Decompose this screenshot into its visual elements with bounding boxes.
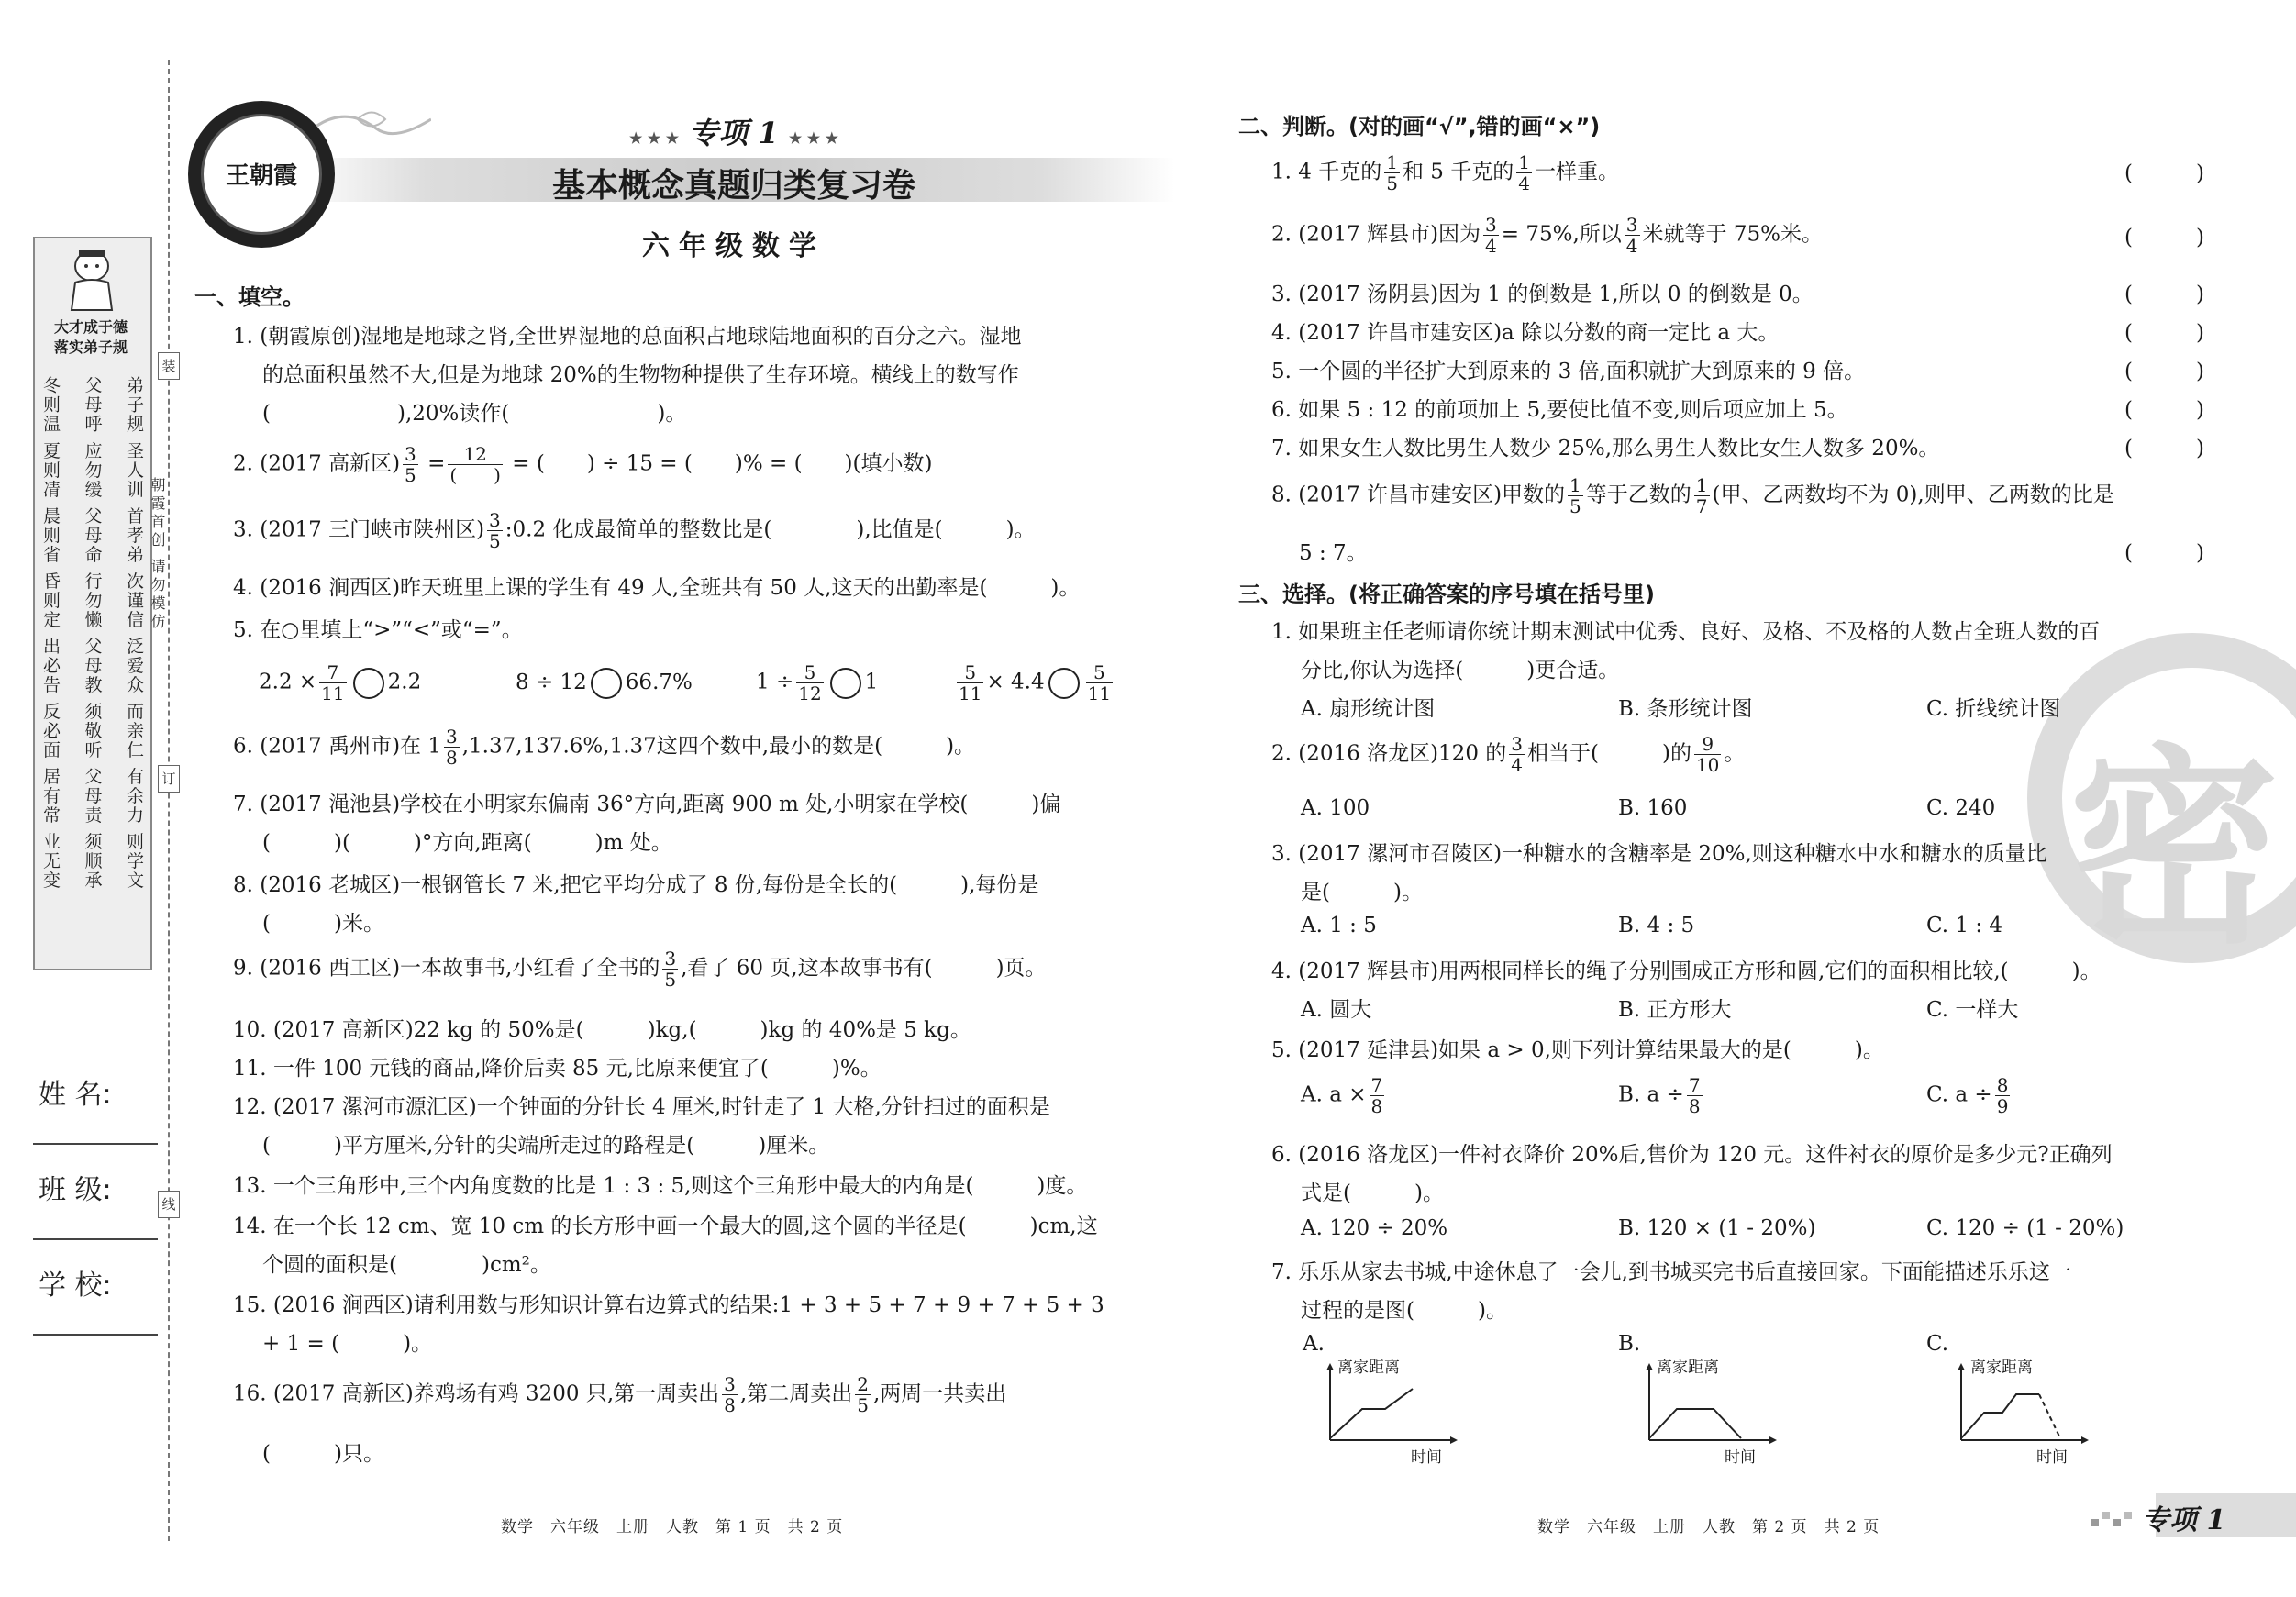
choice-q5-opt-a-num: 7 — [1370, 1074, 1383, 1096]
choice-q2-opt-c[interactable]: C. 240 — [1926, 796, 1996, 820]
q6 — [233, 726, 975, 768]
stars-left: ★ ★ ★ — [628, 129, 680, 147]
judge-q7-answer[interactable]: ( ) — [2124, 437, 2204, 460]
corner-tag: 专项 1 — [2142, 1504, 2226, 1536]
q5-item-c — [756, 662, 878, 704]
choice-q5-opt-a-label: A. a × — [1301, 1082, 1367, 1107]
graph-c-return-dashed — [2039, 1394, 2060, 1438]
graph-b-x-arrow — [1769, 1436, 1777, 1444]
side-note: 朝霞首创 请勿模仿 — [149, 477, 166, 633]
graph-b-line — [1649, 1409, 1741, 1438]
choice-q4-opt-a[interactable]: A. 圆大 — [1301, 998, 1372, 1022]
q15-line-2: + 1 = ( )。 — [262, 1332, 433, 1356]
cut-mark-2: 订 — [158, 765, 180, 793]
section-heading-fill: 一、填空。 — [194, 284, 305, 310]
q12-line-2: ( )平方厘米,分针的尖端所走过的路程是( )厘米。 — [262, 1134, 830, 1158]
motto-column-1: 弟子规 圣人训 首孝弟 次谨信 泛爱众 而亲仁 有余力 则学文 — [124, 376, 144, 891]
graph-a-line — [1330, 1389, 1413, 1438]
judge-q1-c: 一样重。 — [1534, 160, 1619, 184]
choice-q3-opt-a[interactable]: A. 1 : 5 — [1301, 914, 1377, 937]
judge-q7: 7. 如果女生人数比男生人数少 25%,那么男生人数比女生人数多 20%。 — [1271, 437, 1940, 460]
cut-mark-1: 装 — [158, 352, 180, 380]
q5d-frac-2-num: 5 — [1086, 662, 1113, 683]
graph-c-ylabel: 离家距离 — [1970, 1359, 2033, 1377]
choice-q5-opt-c-frac — [1995, 1075, 2011, 1116]
judge-q8 — [1271, 475, 2114, 516]
q5c-pre: 1 ÷ — [756, 670, 794, 694]
judge-q8-frac-2-num: 1 — [1695, 474, 1708, 496]
choice-q5-opt-c-den: 9 — [1996, 1095, 2009, 1117]
choice-q1-opt-a[interactable]: A. 扇形统计图 — [1301, 697, 1436, 721]
name-field[interactable] — [33, 1143, 158, 1145]
q9-suffix: ,看了 60 页,这本故事书有( )页。 — [681, 956, 1047, 981]
choice-q3-opt-c[interactable]: C. 1 : 4 — [1926, 914, 2003, 937]
judge-q8-frac-2 — [1694, 475, 1710, 516]
graph-c-label[interactable]: C. — [1926, 1332, 1949, 1356]
q5a-frac — [319, 662, 346, 704]
q5b-post: 66.7% — [625, 671, 693, 694]
q5-item-a — [259, 662, 421, 704]
judge-q1-frac-1 — [1384, 152, 1400, 194]
logo-text: 王朝霞 — [225, 162, 297, 190]
judge-q8-frac-1-den: 5 — [1569, 495, 1581, 517]
choice-q2-opt-b[interactable]: B. 160 — [1618, 796, 1688, 820]
choice-q7-line-2: 过程的是图( )。 — [1301, 1299, 1507, 1323]
q3-frac-den: 5 — [489, 530, 501, 552]
q5a-frac-den: 11 — [321, 682, 345, 704]
choice-q1-opt-c[interactable]: C. 折线统计图 — [1926, 697, 2061, 721]
q5d-frac-1-den: 11 — [959, 682, 982, 704]
q11: 11. 一件 100 元钱的商品,降价后卖 85 元,比原来便宜了( )%。 — [233, 1057, 882, 1081]
judge-q4: 4. (2017 许昌市建安区)a 除以分数的商一定比 a 大。 — [1271, 321, 1780, 345]
q5c-frac-den: 12 — [798, 682, 822, 704]
q5b-pre: 8 ÷ 12 — [516, 671, 587, 694]
q5c-compare-circle[interactable] — [830, 668, 861, 699]
q5a-frac-num: 7 — [319, 662, 346, 683]
judge-q2-frac-2-num: 3 — [1625, 214, 1638, 236]
graph-a-ylabel: 离家距离 — [1337, 1359, 1400, 1377]
choice-q5-opt-c[interactable] — [1926, 1075, 2013, 1116]
graph-c-line — [1961, 1394, 2039, 1438]
q9-prefix: 9. (2016 西工区)一本故事书,小红看了全书的 — [233, 956, 660, 981]
judge-q2 — [1271, 215, 1823, 256]
q16-prefix: 16. (2017 高新区)养鸡场有鸡 3200 只,第一周卖出 — [233, 1381, 720, 1406]
choice-q3-opt-b[interactable]: B. 4 : 5 — [1618, 914, 1695, 937]
judge-q8-frac-1 — [1568, 475, 1583, 516]
choice-q2-frac-1-num: 3 — [1511, 733, 1523, 755]
q2-prefix: 2. (2017 高新区) — [233, 451, 401, 476]
judge-q8-frac-2-den: 7 — [1695, 495, 1708, 517]
judge-q8-frac-1-num: 1 — [1569, 474, 1581, 496]
judge-q6: 6. 如果 5 : 12 的前项加上 5,要使比值不变,则后项应加上 5。 — [1271, 398, 1848, 422]
slogan-line-1: 大才成于德 — [53, 318, 128, 336]
graph-a-plot — [1321, 1358, 1459, 1449]
judge-q5-answer[interactable]: ( ) — [2124, 360, 2204, 383]
watermark-char: 密 — [2069, 727, 2280, 972]
choice-q6-opt-c[interactable]: C. 120 ÷ (1 - 20%) — [1926, 1216, 2124, 1240]
choice-q7-line-1: 7. 乐乐从家去书城,中途休息了一会儿,到书城买完书后直接回家。下面能描述乐乐这一 — [1271, 1260, 2071, 1284]
q5c-post: 1 — [864, 670, 879, 694]
graph-b-y-arrow — [1646, 1363, 1653, 1370]
q2-frac-1-num: 3 — [405, 443, 416, 465]
q9 — [233, 948, 1047, 990]
q7-line-1: 7. (2017 渑池县)学校在小明家东偏南 36°方向,距离 900 m 处,小明家在学校( )偏 — [233, 793, 1061, 816]
binding-dash-line — [168, 60, 170, 1541]
q2-frac-1-den: 5 — [405, 464, 416, 486]
graph-a-y-arrow — [1326, 1363, 1334, 1370]
q3-frac — [487, 510, 503, 551]
judge-q1-frac-2 — [1516, 152, 1532, 194]
name-label: 姓 名: — [39, 1079, 112, 1111]
stars-right: ★ ★ ★ — [788, 129, 839, 147]
q5b-compare-circle[interactable] — [591, 668, 622, 699]
choice-q5-opt-b-num: 7 — [1688, 1074, 1701, 1096]
q16-frac-2-num: 2 — [857, 1373, 869, 1395]
q13: 13. 一个三角形中,三个内角度数的比是 1 : 3 : 5,则这个三角形中最大的内角是( )度。 — [233, 1174, 1088, 1198]
choice-q5-opt-a-frac — [1370, 1075, 1385, 1116]
cut-mark-3: 线 — [158, 1191, 180, 1218]
q2-frac-2 — [448, 444, 503, 485]
choice-q3-line-1: 3. (2017 漯河市召陵区)一种糖水的含糖率是 20%,则这种糖水中水和糖水的质量比 — [1271, 842, 2047, 866]
q2-frac-2-num: 12 — [448, 444, 503, 465]
q16-frac-1 — [722, 1374, 738, 1415]
judge-q3-answer[interactable]: ( ) — [2124, 283, 2204, 306]
q10: 10. (2017 高新区)22 kg 的 50%是( )kg,( )kg 的 40%是 5 kg。 — [233, 1018, 971, 1042]
q9-frac-den: 5 — [664, 969, 677, 991]
school-label: 学 校: — [39, 1270, 112, 1302]
q14-line-2: 个圆的面积是( )cm²。 — [262, 1253, 551, 1277]
q7-line-2: ( )( )°方向,距离( )m 处。 — [262, 831, 672, 855]
choice-q3-line-2: 是( )。 — [1301, 881, 1423, 904]
q5d-mid: × 4.4 — [986, 670, 1045, 694]
page-title: 基本概念真题归类复习卷 — [551, 167, 915, 205]
judge-q8-a: 8. (2017 许昌市建安区)甲数的 — [1271, 482, 1566, 507]
q5d-frac-1 — [957, 662, 983, 704]
motto-column-2: 父母呼 应勿缓 父母命 行勿懒 父母教 须敬听 父母责 须顺承 — [82, 376, 103, 891]
corner-squares-icon — [2091, 1504, 2137, 1532]
choice-q2-c: 。 — [1724, 741, 1746, 766]
choice-q2 — [1271, 734, 1745, 775]
q2-frac-2-den: ( ) — [449, 464, 501, 486]
judge-q4-answer[interactable]: ( ) — [2124, 321, 2204, 345]
choice-q5-opt-b-den: 8 — [1688, 1095, 1701, 1117]
logo-inner — [201, 114, 322, 235]
slogan-line-2: 落实弟子规 — [53, 338, 128, 356]
q16-frac-1-den: 8 — [724, 1394, 736, 1416]
q5d-compare-circle[interactable] — [1048, 668, 1080, 699]
judge-q2-answer[interactable]: ( ) — [2124, 226, 2204, 250]
motto-columns — [40, 376, 143, 954]
q5a-compare-circle[interactable] — [353, 668, 384, 699]
judge-q2-frac-2-den: 4 — [1625, 235, 1638, 257]
choice-q2-opt-a[interactable]: A. 100 — [1301, 796, 1370, 820]
judge-q6-answer[interactable]: ( ) — [2124, 398, 2204, 422]
q3 — [233, 510, 1036, 551]
graph-c-xlabel: 时间 — [2036, 1448, 2068, 1467]
choice-q1-line-1: 1. 如果班主任老师请你统计期末测试中优秀、良好、及格、不及格的人数占全班人数的百 — [1271, 620, 2101, 644]
choice-q5-opt-c-num: 8 — [1996, 1074, 2009, 1096]
q16-line-1 — [233, 1374, 1006, 1415]
choice-q6-line-2: 式是( )。 — [1301, 1181, 1444, 1205]
judge-q2-frac-1 — [1483, 215, 1499, 256]
choice-q2-a: 2. (2016 洛龙区)120 的 — [1271, 741, 1507, 766]
q8-line-1: 8. (2016 老城区)一根钢管长 7 米,把它平均分成了 8 份,每份是全长的( ),每份是 — [233, 873, 1039, 897]
choice-q5-opt-b-label: B. a ÷ — [1618, 1082, 1684, 1107]
graph-b-label[interactable]: B. — [1618, 1332, 1641, 1356]
judge-q1-answer[interactable]: ( ) — [2124, 161, 2204, 185]
graph-c-plot — [1952, 1358, 2090, 1449]
q5d-frac-1-num: 5 — [957, 662, 983, 683]
q1-line-3: ( ),20%读作( )。 — [262, 402, 687, 426]
q5a-post: 2.2 — [387, 670, 422, 694]
judge-q2-b: = 75%,所以 — [1501, 222, 1622, 247]
q3-frac-num: 3 — [489, 509, 501, 531]
motto-column-3: 冬则温 夏则凊 晨则省 昏则定 出必告 反必面 居有常 业无变 — [40, 376, 61, 891]
q5d-frac-2 — [1086, 662, 1113, 704]
q6-frac-num: 3 — [446, 726, 458, 748]
judge-q1-frac-1-den: 5 — [1386, 172, 1398, 194]
logo-seal — [188, 101, 335, 248]
q5c-frac — [796, 662, 823, 704]
choice-q5-opt-a[interactable] — [1301, 1075, 1387, 1116]
q6-prefix: 6. (2017 禹州市)在 1 — [233, 734, 441, 759]
judge-q2-a: 2. (2017 辉县市)因为 — [1271, 222, 1481, 247]
choice-q4-opt-c[interactable]: C. 一样大 — [1926, 998, 2019, 1022]
q16-suffix: ,两周一共卖出 — [872, 1381, 1007, 1406]
class-field[interactable] — [33, 1238, 158, 1240]
judge-q2-c: 米就等于 75%米。 — [1642, 222, 1823, 247]
choice-q5-opt-b-frac — [1687, 1075, 1703, 1116]
judge-q1-frac-2-den: 4 — [1518, 172, 1530, 194]
q16-line-2: ( )只。 — [262, 1442, 384, 1466]
judge-q8-line-2: 5 : 7。 — [1299, 541, 1368, 565]
graph-a-xlabel: 时间 — [1411, 1448, 1442, 1467]
judge-q1 — [1271, 152, 1619, 194]
choice-q5: 5. (2017 延津县)如果 a > 0,则下列计算结果最大的是( )。 — [1271, 1038, 1884, 1062]
graph-c-y-arrow — [1958, 1363, 1965, 1370]
class-label: 班 级: — [39, 1174, 112, 1206]
choice-q2-frac-2-num: 9 — [1694, 734, 1721, 755]
q5d-frac-2-den: 11 — [1087, 682, 1112, 704]
q9-frac — [662, 948, 678, 990]
judge-q5: 5. 一个圆的半径扩大到原来的 3 倍,面积就扩大到原来的 9 倍。 — [1271, 360, 1866, 383]
choice-q2-frac-2-den: 10 — [1695, 754, 1720, 776]
q5-item-d — [954, 662, 1115, 704]
subject-title: 六年级数学 — [642, 230, 826, 262]
q2-suffix: = ( ) ÷ 15 = ( )% = ( )(填小数) — [512, 451, 933, 476]
choice-q6-line-1: 6. (2016 洛龙区)一件衬衣降价 20%后,售价为 120 元。这件衬衣的原价是多少元?正确列 — [1271, 1143, 2113, 1167]
q6-frac-den: 8 — [446, 747, 458, 769]
q5-item-b — [516, 668, 693, 699]
choice-q1-opt-b[interactable]: B. 条形统计图 — [1618, 697, 1753, 721]
choice-q2-frac-1-den: 4 — [1511, 754, 1523, 776]
graph-c-x-arrow — [2081, 1436, 2089, 1444]
judge-q8-answer[interactable]: ( ) — [2124, 541, 2204, 565]
q12-line-1: 12. (2017 漯河市源汇区)一个钟面的分针长 4 厘米,时针走了 1 大格,分针扫过的面积是 — [233, 1095, 1050, 1119]
q8-line-2: ( )米。 — [262, 912, 384, 936]
judge-q2-frac-1-num: 3 — [1485, 214, 1497, 236]
judge-q3: 3. (2017 汤阴县)因为 1 的倒数是 1,所以 0 的倒数是 0。 — [1271, 283, 1814, 306]
q3-prefix: 3. (2017 三门峡市陕州区) — [233, 517, 485, 542]
q2-frac-1 — [403, 444, 418, 485]
judge-q2-frac-2 — [1625, 215, 1640, 256]
q16-frac-2-den: 5 — [857, 1394, 869, 1416]
q16-frac-2 — [855, 1374, 871, 1415]
q15-line-1: 15. (2016 涧西区)请利用数与形知识计算右边算式的结果:1 + 3 + 5 + 7 + 9 + 7 + 5 + 3 — [233, 1293, 1104, 1317]
choice-q5-opt-a-den: 8 — [1370, 1095, 1383, 1117]
q1-line-1: 1. (朝霞原创)湿地是地球之肾,全世界湿地的总面积占地球陆地面积的百分之六。湿地 — [233, 325, 1022, 349]
choice-q5-opt-b[interactable] — [1618, 1075, 1705, 1116]
graph-b-ylabel: 离家距离 — [1657, 1359, 1719, 1377]
footer-right: 数学 六年级 上册 人教 第 2 页 共 2 页 — [1537, 1518, 1880, 1536]
q3-suffix: :0.2 化成最简单的整数比是( ),比值是( )。 — [505, 517, 1036, 542]
q2-eq: = — [427, 451, 446, 476]
choice-q4: 4. (2017 辉县市)用两根同样长的绳子分别围成正方形和圆,它们的面积相比较,( )。 — [1271, 959, 2102, 983]
q14-line-1: 14. 在一个长 12 cm、宽 10 cm 的长方形中画一个最大的圆,这个圆的半径是( )cm,这 — [233, 1214, 1098, 1238]
choice-q6-opt-b[interactable]: B. 120 × (1 - 20%) — [1618, 1216, 1816, 1240]
judge-q1-a: 1. 4 千克的 — [1271, 160, 1382, 184]
judge-q8-c: (甲、乙两数均不为 0),则甲、乙两数的比是 — [1712, 482, 2114, 507]
choice-q4-opt-b[interactable]: B. 正方形大 — [1618, 998, 1732, 1022]
graph-b-xlabel: 时间 — [1725, 1448, 1756, 1467]
graph-b-plot — [1640, 1358, 1778, 1449]
q4: 4. (2016 涧西区)昨天班里上课的学生有 49 人,全班共有 50 人,这天的出勤率是( )。 — [233, 576, 1081, 600]
q5: 5. 在○里填上“>”“<”或“=”。 — [233, 618, 523, 642]
judge-q1-frac-1-num: 1 — [1386, 151, 1398, 173]
series-title: 专项 1 — [689, 116, 779, 150]
q16-mid: ,第二周卖出 — [739, 1381, 853, 1406]
graph-a-x-arrow — [1450, 1436, 1458, 1444]
series-label — [624, 110, 844, 152]
footer-left: 数学 六年级 上册 人教 第 1 页 共 2 页 — [501, 1518, 844, 1536]
choice-q2-b: 相当于( )的 — [1527, 741, 1691, 766]
choice-q1-line-2: 分比,你认为选择( )更合适。 — [1301, 659, 1620, 682]
q16-frac-1-num: 3 — [724, 1373, 736, 1395]
judge-q1-frac-2-num: 1 — [1518, 151, 1530, 173]
q1-line-2: 的总面积虽然不大,但是为地球 20%的生物物种提供了生存环境。横线上的数写作 — [262, 363, 1019, 387]
q9-frac-num: 3 — [664, 948, 677, 970]
q5c-frac-num: 5 — [796, 662, 823, 683]
judge-q2-frac-1-den: 4 — [1485, 235, 1497, 257]
section-heading-judge: 二、判断。(对的画“√”,错的画“×”) — [1238, 114, 1601, 139]
section-heading-choice: 三、选择。(将正确答案的序号填在括号里) — [1238, 582, 1655, 607]
choice-q2-frac-1 — [1509, 734, 1525, 775]
judge-q1-b: 和 5 千克的 — [1402, 160, 1514, 184]
sidebar-slogan — [35, 317, 147, 358]
judge-q8-b: 等于乙数的 — [1585, 482, 1691, 507]
q5a-pre: 2.2 × — [259, 670, 317, 694]
q6-suffix: ,1.37,137.6%,1.37这四个数中,最小的数是( )。 — [461, 734, 976, 759]
scholar-figure-icon — [55, 246, 128, 312]
choice-q5-opt-c-label: C. a ÷ — [1926, 1082, 1992, 1107]
q2 — [233, 444, 932, 485]
choice-q6-opt-a[interactable]: A. 120 ÷ 20% — [1301, 1216, 1448, 1240]
choice-q2-frac-2 — [1694, 734, 1721, 775]
graph-a-label[interactable]: A. — [1303, 1332, 1325, 1356]
school-field[interactable] — [33, 1334, 158, 1336]
q6-frac — [444, 726, 460, 768]
